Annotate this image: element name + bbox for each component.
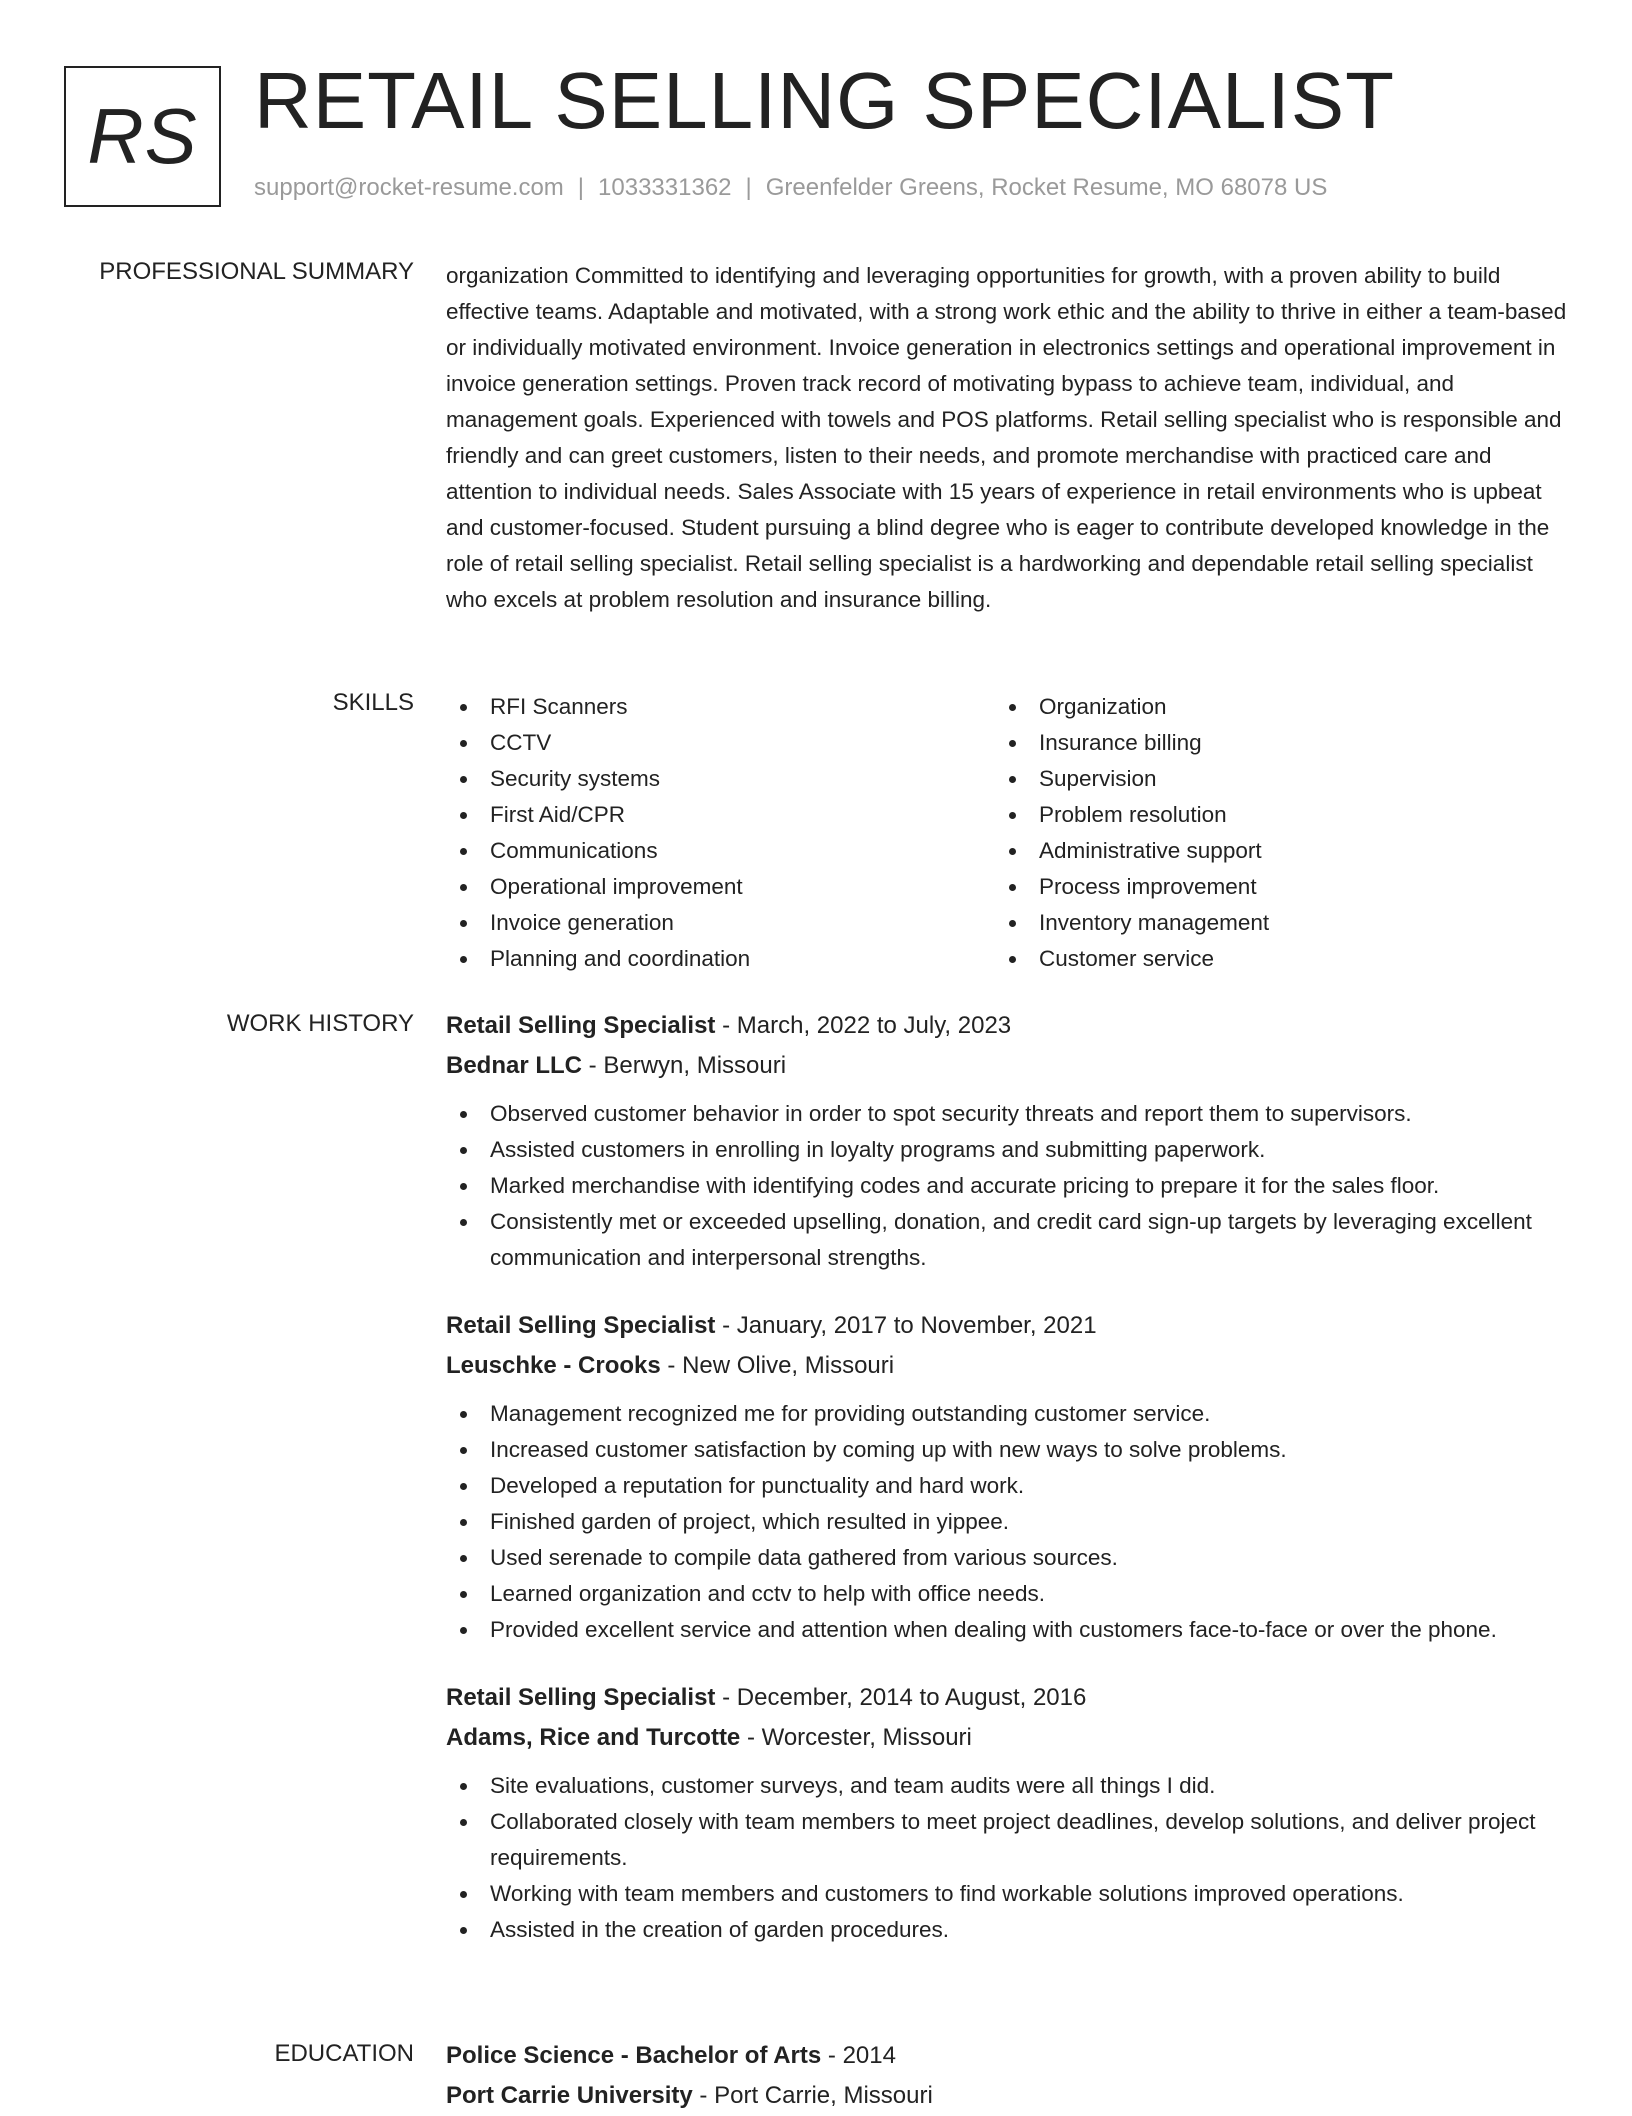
skills-left-list — [446, 689, 995, 977]
skills-right-list — [995, 689, 1544, 977]
job-company: Adams, Rice and Turcotte — [446, 1724, 741, 1751]
skill-item: CCTV — [446, 725, 995, 761]
job-title-line — [446, 1006, 1568, 1046]
job-bullets — [446, 1768, 1568, 1948]
education-degree-line — [446, 2036, 1568, 2076]
skill-item: Customer service — [995, 941, 1544, 977]
contact-line — [254, 174, 1327, 202]
job-title: Retail Selling Specialist — [446, 1012, 716, 1039]
summary-text: organization Committed to identifying and leveraging opportunities for growth, with a proven ability to build effective teams. Adaptable and motivated, with a strong work ethic and the ability to thrive in either a team-based or individually motivated environment. Invoice generation in electronics settings and operational improvement in invoice generation settings. Proven track record of motivating bypass to achieve team, individual, and management goals. Experienced with towels and POS platforms. Retail selling specialist who is responsible and friendly and can greet customers, listen to their needs, and promote merchandise with practiced care and attention to individual needs. Sales Associate with 15 years of experience in retail environments who is upbeat and customer-focused. Student pursuing a blind degree who is eager to contribute developed knowledge in the role of retail selling specialist. Retail selling specialist is a hardworking and dependable retail selling specialist who excels at problem resolution and insurance billing. — [446, 263, 1567, 612]
skill-item: Organization — [995, 689, 1544, 725]
skills-columns — [446, 689, 1568, 977]
education-school: Port Carrie University — [446, 2082, 693, 2109]
job-location: - Worcester, Missouri — [740, 1724, 972, 1751]
job-bullet: Increased customer satisfaction by coming up with new ways to solve problems. — [446, 1432, 1568, 1468]
education-location: - Port Carrie, Missouri — [692, 2082, 933, 2109]
job-bullet: Consistently met or exceeded upselling, donation, and credit card sign-up targets by leveraging excellent communication and interpersonal strengths. — [446, 1204, 1568, 1276]
job-dates: - January, 2017 to November, 2021 — [715, 1312, 1097, 1339]
education-heading: EDUCATION — [274, 2040, 414, 2067]
job-company-line — [446, 1046, 1568, 1086]
job-bullet: Marked merchandise with identifying codes and accurate pricing to prepare it for the sales floor. — [446, 1168, 1568, 1204]
job-title-line — [446, 1678, 1568, 1718]
job-title: Retail Selling Specialist — [446, 1312, 716, 1339]
job-bullet: Finished garden of project, which resulted in yippee. — [446, 1504, 1568, 1540]
skill-item: Administrative support — [995, 833, 1544, 869]
summary-heading: PROFESSIONAL SUMMARY — [99, 258, 414, 285]
contact-address: Greenfelder Greens, Rocket Resume, MO 68078 US — [765, 174, 1328, 201]
job-dates: - December, 2014 to August, 2016 — [715, 1684, 1087, 1711]
job-bullet: Provided excellent service and attention when dealing with customers face-to-face or over the phone. — [446, 1612, 1568, 1648]
job-company: Leuschke - Crooks — [446, 1352, 661, 1379]
skill-item: Invoice generation — [446, 905, 995, 941]
skill-item: Operational improvement — [446, 869, 995, 905]
job-location: - New Olive, Missouri — [660, 1352, 895, 1379]
job-bullet: Working with team members and customers to find workable solutions improved operations. — [446, 1876, 1568, 1912]
job-company-line — [446, 1346, 1568, 1386]
skill-item: Problem resolution — [995, 797, 1544, 833]
summary-body — [446, 258, 1568, 618]
job-bullets — [446, 1096, 1568, 1276]
skill-item: First Aid/CPR — [446, 797, 995, 833]
job-company-line — [446, 1718, 1568, 1758]
resume-title: RETAIL SELLING SPECIALIST — [254, 56, 1395, 145]
education-school-line — [446, 2076, 1568, 2116]
skill-item: Planning and coordination — [446, 941, 995, 977]
contact-separator: | — [577, 174, 585, 201]
job-bullet: Site evaluations, customer surveys, and team audits were all things I did. — [446, 1768, 1568, 1804]
monogram-box — [64, 66, 221, 207]
work-body — [446, 1006, 1568, 1978]
job-entry — [446, 1306, 1568, 1648]
job-entry — [446, 1678, 1568, 1948]
skill-item: Communications — [446, 833, 995, 869]
skill-item: Insurance billing — [995, 725, 1544, 761]
skill-item: RFI Scanners — [446, 689, 995, 725]
job-bullet: Management recognized me for providing outstanding customer service. — [446, 1396, 1568, 1432]
education-year: - 2014 — [821, 2042, 896, 2069]
skill-item: Inventory management — [995, 905, 1544, 941]
contact-email[interactable]: support@rocket-resume.com — [254, 174, 564, 201]
skill-item: Supervision — [995, 761, 1544, 797]
skill-item: Security systems — [446, 761, 995, 797]
job-dates: - March, 2022 to July, 2023 — [715, 1012, 1012, 1039]
contact-phone[interactable]: 1033331362 — [598, 174, 732, 201]
job-entry — [446, 1006, 1568, 1276]
skills-heading: SKILLS — [332, 689, 414, 716]
job-bullet: Observed customer behavior in order to spot security threats and report them to supervisors. — [446, 1096, 1568, 1132]
job-bullet: Used serenade to compile data gathered from various sources. — [446, 1540, 1568, 1576]
contact-separator: | — [745, 174, 752, 201]
work-heading: WORK HISTORY — [226, 1010, 414, 1037]
skill-item: Process improvement — [995, 869, 1544, 905]
job-title: Retail Selling Specialist — [446, 1684, 716, 1711]
job-bullet: Collaborated closely with team members to meet project deadlines, develop solutions, and deliver project requirements. — [446, 1804, 1568, 1876]
monogram-initials: RS — [87, 92, 198, 180]
education-body — [446, 2036, 1568, 2116]
job-title-line — [446, 1306, 1568, 1346]
job-bullet: Learned organization and cctv to help with office needs. — [446, 1576, 1568, 1612]
job-bullets — [446, 1396, 1568, 1648]
job-company: Bednar LLC — [446, 1052, 583, 1079]
skills-body — [446, 689, 1568, 977]
education-degree: Police Science - Bachelor of Arts — [446, 2042, 822, 2069]
job-bullet: Developed a reputation for punctuality and hard work. — [446, 1468, 1568, 1504]
job-bullet: Assisted customers in enrolling in loyalty programs and submitting paperwork. — [446, 1132, 1568, 1168]
job-location: - Berwyn, Missouri — [582, 1052, 787, 1079]
job-bullet: Assisted in the creation of garden procedures. — [446, 1912, 1568, 1948]
